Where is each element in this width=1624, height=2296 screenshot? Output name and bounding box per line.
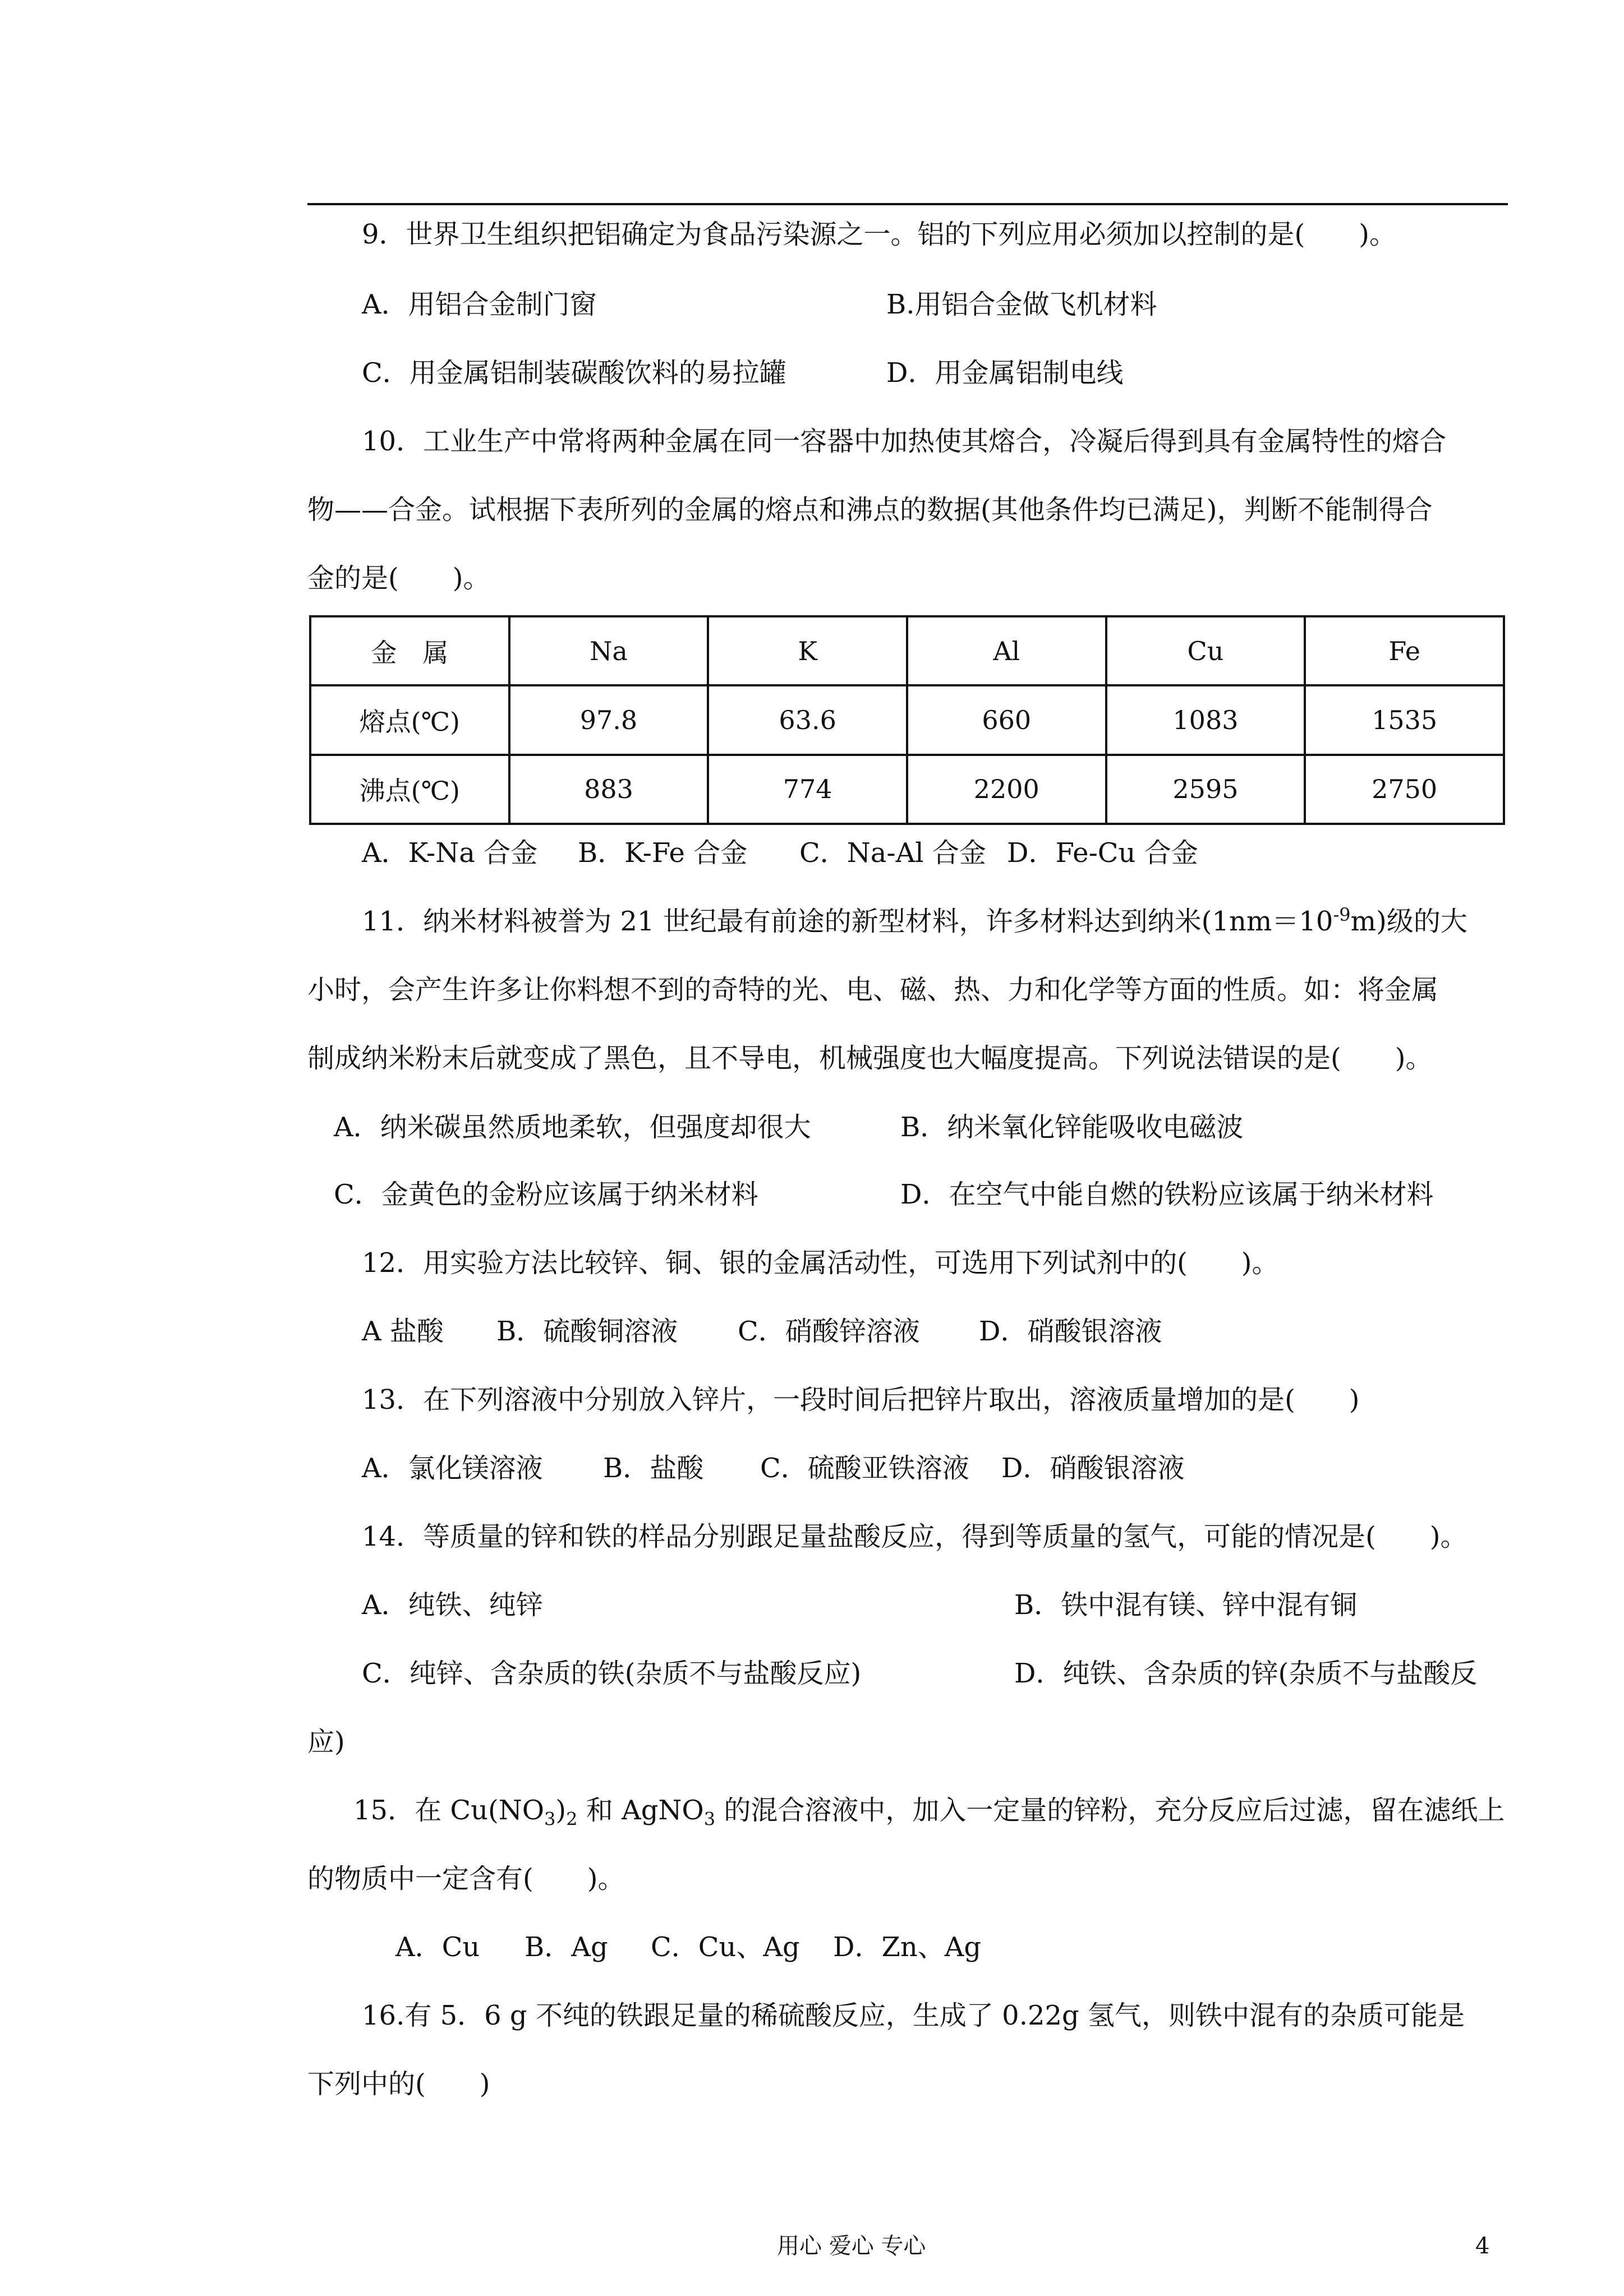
table-cell: Fe (1305, 616, 1504, 685)
question-12-option-d: D．硝酸银溶液 (979, 1316, 1162, 1347)
table-cell: Cu (1106, 616, 1305, 685)
question-15-text-3: 和 AgNO (577, 1795, 704, 1826)
question-15-text-1: 15．在 Cu(NO (353, 1795, 545, 1826)
question-14-text: 14．等质量的锌和铁的样品分别跟足量盐酸反应，得到等质量的氢气，可能的情况是( )。 (362, 1521, 1467, 1552)
table-cell: 沸点(℃) (310, 755, 509, 824)
subscript: 3 (544, 1808, 556, 1830)
header-rule (307, 203, 1508, 205)
table-cell: 660 (907, 685, 1106, 754)
question-11-option-a: A．纳米碳虽然质地柔软，但强度却很大 (334, 1112, 811, 1143)
table-cell: Na (509, 616, 709, 685)
question-9-option-d: D．用金属铝制电线 (886, 357, 1124, 389)
question-12-option-a: A 盐酸 (362, 1316, 444, 1347)
exponent: -9 (1333, 904, 1351, 925)
subscript: 3 (703, 1808, 716, 1830)
table-cell: 774 (708, 755, 907, 824)
question-10-line-1: 10．工业生产中常将两种金属在同一容器中加热使其熔合，冷凝后得到具有金属特性的熔合 (362, 426, 1447, 457)
footer-motto: 用心 爱心 专心 (777, 2233, 926, 2259)
question-15-text-4: 的混合溶液中，加入一定量的锌粉，充分反应后过滤，留在滤纸上 (715, 1795, 1505, 1826)
page-number: 4 (1475, 2233, 1490, 2259)
question-15-line-2: 的物质中一定含有( )。 (307, 1863, 625, 1894)
question-10-option-b: B．K-Fe 合金 (578, 837, 748, 869)
question-11-line-1-tail: m)级的大 (1350, 906, 1467, 937)
question-15-line-1 (353, 1794, 1505, 1830)
question-13-option-b: B．盐酸 (603, 1453, 704, 1484)
question-12-text: 12．用实验方法比较锌、铜、银的金属活动性，可选用下列试剂中的( )。 (362, 1247, 1279, 1279)
question-15-option-b: B．Ag (525, 1931, 608, 1963)
table-header-row (310, 616, 1504, 685)
table-cell: 1535 (1305, 685, 1504, 754)
question-9-option-a: A．用铝合金制门窗 (362, 289, 597, 320)
metal-data-table (309, 615, 1505, 825)
question-15-text-2: ) (555, 1795, 567, 1826)
question-16-line-1: 16.有 5．6 g 不纯的铁跟足量的稀硫酸反应，生成了 0.22g 氢气，则铁中混有的杂质可能是 (362, 2000, 1465, 2031)
table-cell: 2750 (1305, 755, 1504, 824)
table-cell: 1083 (1106, 685, 1305, 754)
question-12-option-c: C．硝酸锌溶液 (738, 1316, 920, 1347)
subscript: 2 (566, 1808, 578, 1830)
table-cell: 金 属 (310, 616, 509, 685)
question-11-line-1-text: 11．纳米材料被誉为 21 世纪最有前途的新型材料，许多材料达到纳米(1nm＝10 (362, 906, 1333, 937)
question-13-option-d: D．硝酸银溶液 (1001, 1453, 1185, 1484)
question-14-option-a: A．纯铁、纯锌 (362, 1589, 543, 1621)
question-11-option-c: C．金黄色的金粉应该属于纳米材料 (334, 1179, 758, 1210)
table-cell: 883 (509, 755, 709, 824)
question-11-option-d: D．在空气中能自燃的铁粉应该属于纳米材料 (900, 1179, 1434, 1210)
question-14-option-b: B．铁中混有镁、锌中混有铜 (1014, 1589, 1358, 1621)
question-15-option-d: D．Zn、Ag (833, 1931, 982, 1963)
question-9-option-b: B.用铝合金做飞机材料 (886, 289, 1157, 320)
question-15-option-a: A．Cu (395, 1931, 480, 1963)
table-cell: 熔点(℃) (310, 685, 509, 754)
table-row-boiling-point (310, 755, 1504, 824)
question-10-option-a: A．K-Na 合金 (362, 837, 538, 869)
question-13-option-c: C．硫酸亚铁溶液 (760, 1453, 969, 1484)
table-cell: 2200 (907, 755, 1106, 824)
question-11-line-1 (362, 905, 1467, 938)
question-11-option-b: B．纳米氧化锌能吸收电磁波 (900, 1112, 1244, 1143)
question-10-option-d: D．Fe-Cu 合金 (1007, 837, 1198, 869)
question-9-option-c: C．用金属铝制装碳酸饮料的易拉罐 (362, 357, 786, 389)
question-14-option-d-wrap: 应) (307, 1726, 345, 1758)
table-cell: K (708, 616, 907, 685)
question-11-line-2: 小时，会产生许多让你料想不到的奇特的光、电、磁、热、力和化学等方面的性质。如：将金属 (307, 974, 1439, 1006)
question-11-line-3: 制成纳米粉末后就变成了黑色，且不导电，机械强度也大幅度提高。下列说法错误的是( )。 (307, 1043, 1433, 1074)
question-13-option-a: A．氯化镁溶液 (362, 1453, 543, 1484)
question-9-text: 9．世界卫生组织把铝确定为食品污染源之一。铝的下列应用必须加以控制的是( )。 (362, 219, 1396, 250)
question-10-line-3: 金的是( )。 (307, 563, 490, 594)
table-row-melting-point (310, 685, 1504, 754)
table-cell: 2595 (1106, 755, 1305, 824)
table-cell: Al (907, 616, 1106, 685)
table-cell: 97.8 (509, 685, 709, 754)
table-cell: 63.6 (708, 685, 907, 754)
question-10-option-c: C．Na-Al 合金 (799, 837, 986, 869)
question-10-line-2: 物——合金。试根据下表所列的金属的熔点和沸点的数据(其他条件均已满足)，判断不能制得合 (307, 494, 1433, 525)
question-13-text: 13．在下列溶液中分别放入锌片，一段时间后把锌片取出，溶液质量增加的是( ) (362, 1384, 1360, 1416)
question-14-option-c: C．纯锌、含杂质的铁(杂质不与盐酸反应) (362, 1658, 862, 1689)
question-15-option-c: C．Cu、Ag (651, 1931, 800, 1963)
question-16-line-2: 下列中的( ) (307, 2068, 490, 2100)
question-14-option-d: D．纯铁、含杂质的锌(杂质不与盐酸反 (1014, 1658, 1478, 1689)
question-12-option-b: B．硫酸铜溶液 (496, 1316, 678, 1347)
